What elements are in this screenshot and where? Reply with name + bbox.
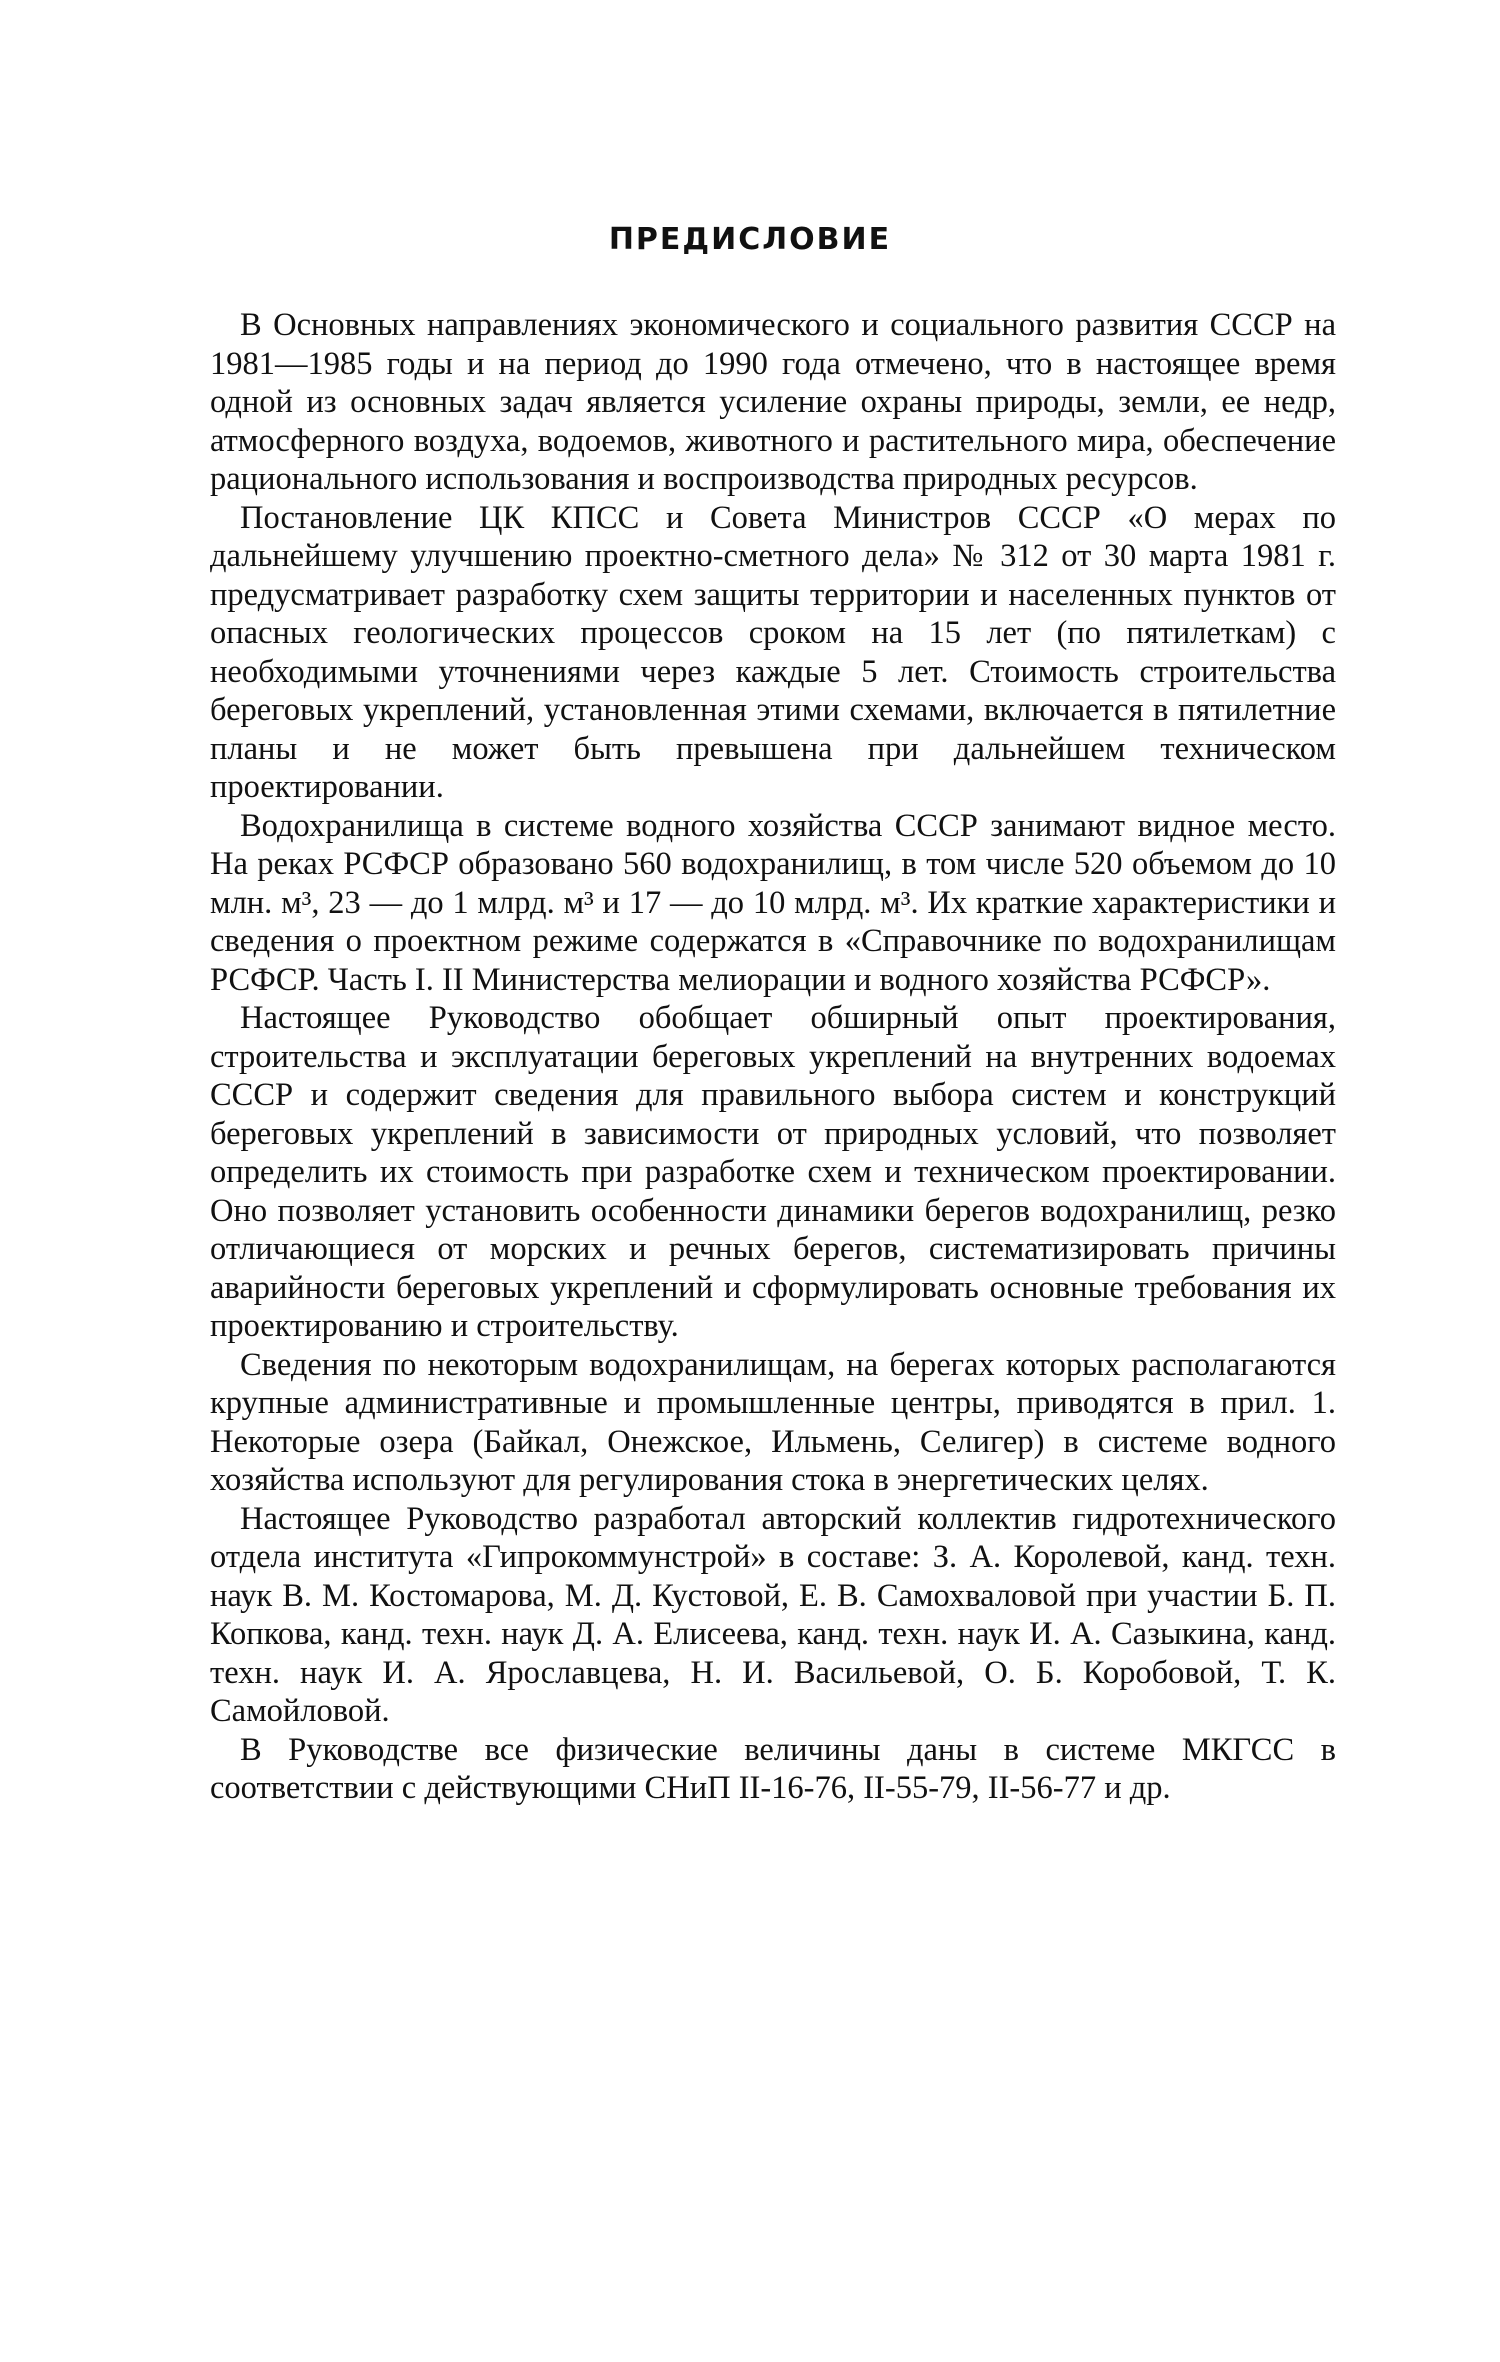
paragraph-3: Водохранилища в системе водного хозяйства СССР занимают видное место. На реках РСФСР образовано 560 водохранилищ, в том числе 520 объемом до 10 млн. м³, 23 — до 1 млрд. м³ и 17 — до 10 млрд. м³. Их краткие характеристики и сведения о проектном режиме содержатся в «Справочнике по водохранилищам РСФСР. Часть I. II Министерства мелиорации и водного хозяйства РСФСР». — [210, 807, 1336, 998]
paragraph-2: Постановление ЦК КПСС и Совета Министров СССР «О мерах по дальнейшему улучшению проектно-сметного дела» № 312 от 30 марта 1981 г. предусматривает разработку схем защиты территории и населенных пунктов от опасных геологических процессов сроком на 15 лет (по пятилеткам) с необходимыми уточнениями через каждые 5 лет. Стоимость строительства береговых укреплений, установленная этими схемами, включается в пятилетние планы и не может быть превышена при дальнейшем техническом проектировании. — [210, 499, 1336, 805]
paragraph-6: Настоящее Руководство разработал авторский коллектив гидротехнического отдела института «Гипрокоммунстрой» в составе: З. А. Королевой, канд. техн. наук В. М. Костомарова, М. Д. Кустовой, Е. В. Самохваловой при участии Б. П. Копкова, канд. техн. наук Д. А. Елисеева, канд. техн. наук И. А. Сазыкина, канд. техн. наук И. А. Ярославцева, Н. И. Васильевой, О. Б. Коробовой, Т. К. Самойловой. — [210, 1500, 1336, 1729]
page-title: ПРЕДИСЛОВИЕ — [608, 222, 892, 257]
paragraph-5: Сведения по некоторым водохранилищам, на берегах которых располагаются крупные административные и промышленные центры, приводятся в прил. 1. Некоторые озера (Байкал, Онежское, Ильмень, Селигер) в системе водного хозяйства используют для регулирования стока в энергетических целях. — [210, 1346, 1336, 1498]
preface-body — [210, 306, 1336, 1808]
paragraph-1: В Основных направлениях экономического и социального развития СССР на 1981—1985 годы и на период до 1990 года отмечено, что в настоящее время одной из основных задач является усиление охраны природы, земли, ее недр, атмосферного воздуха, водоемов, животного и растительного мира, обеспечение рационального использования и воспроизводства природных ресурсов. — [210, 307, 1336, 497]
paragraph-7: В Руководстве все физические величины даны в системе МКГСС в соответствии с действующими СНиП II-16-76, II-55-79, II-56-77 и др. — [210, 1731, 1336, 1806]
paragraph-4: Настоящее Руководство обобщает обширный опыт проектирования, строительства и эксплуатации береговых укреплений на внутренних водоемах СССР и содержит сведения для правильного выбора систем и конструкций береговых укреплений в зависимости от природных условий, что позволяет определить их стоимость при разработке схем и техническом проектировании. Оно позволяет установить особенности динамики берегов водохранилищ, резко отличающиеся от морских и речных берегов, систематизировать причины аварийности береговых укреплений и сформулировать основные требования их проектированию и строительству. — [210, 1000, 1336, 1344]
